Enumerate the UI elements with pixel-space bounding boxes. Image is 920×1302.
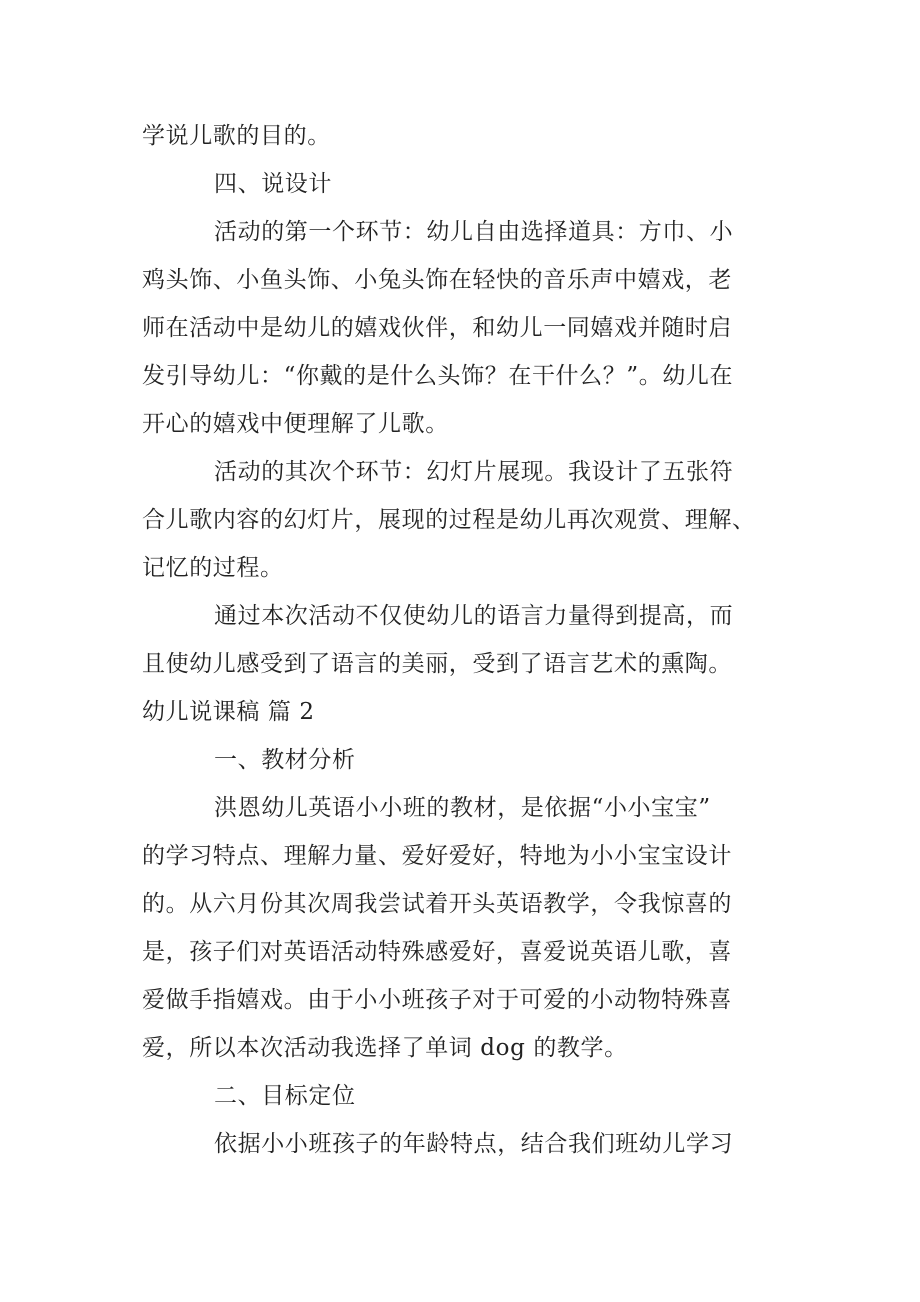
text-line: 依据小小班孩子的年龄特点，结合我们班幼儿学习: [214, 1131, 734, 1157]
text-line: 发引导幼儿：“你戴的是什么头饰？在干什么？”。幼儿在: [142, 363, 734, 389]
article-heading: 幼儿说课稿 篇 2: [142, 699, 315, 725]
text-line: 是，孩子们对英语活动特殊感爱好，喜爱说英语儿歌，喜: [142, 939, 732, 965]
section-heading-design: 四、说设计: [214, 171, 332, 197]
text-line: 爱，所以本次活动我选择了单词 dog 的教学。: [142, 1035, 628, 1061]
section-heading-material: 一、教材分析: [214, 747, 356, 773]
text-line: 鸡头饰、小鱼头饰、小兔头饰在轻快的音乐声中嬉戏，老: [142, 267, 732, 293]
section-heading-goals: 二、目标定位: [214, 1083, 356, 1109]
text-line: 通过本次活动不仅使幼儿的语言力量得到提高，而: [214, 603, 734, 629]
text-line: 的。从六月份其次周我尝试着开头英语教学，令我惊喜的: [142, 891, 732, 917]
text-line: 的学习特点、理解力量、爱好爱好，特地为小小宝宝设计: [142, 843, 732, 869]
text-line: 学说儿歌的目的。: [142, 123, 331, 149]
text-line: 合儿歌内容的幻灯片，展现的过程是幼儿再次观赏、理解、: [142, 507, 756, 533]
text-line: 开心的嬉戏中便理解了儿歌。: [142, 411, 449, 437]
text-line: 爱做手指嬉戏。由于小小班孩子对于可爱的小动物特殊喜: [142, 987, 732, 1013]
text-line: 洪恩幼儿英语小小班的教材，是依据“小小宝宝”: [214, 795, 711, 821]
text-line: 师在活动中是幼儿的嬉戏伙伴，和幼儿一同嬉戏并随时启: [142, 315, 732, 341]
text-line: 活动的第一个环节：幼儿自由选择道具：方巾、小: [214, 219, 734, 245]
text-line: 记忆的过程。: [142, 555, 284, 581]
text-line: 活动的其次个环节：幻灯片展现。我设计了五张符: [214, 459, 734, 485]
text-line: 且使幼儿感受到了语言的美丽，受到了语言艺术的熏陶。: [142, 651, 732, 677]
